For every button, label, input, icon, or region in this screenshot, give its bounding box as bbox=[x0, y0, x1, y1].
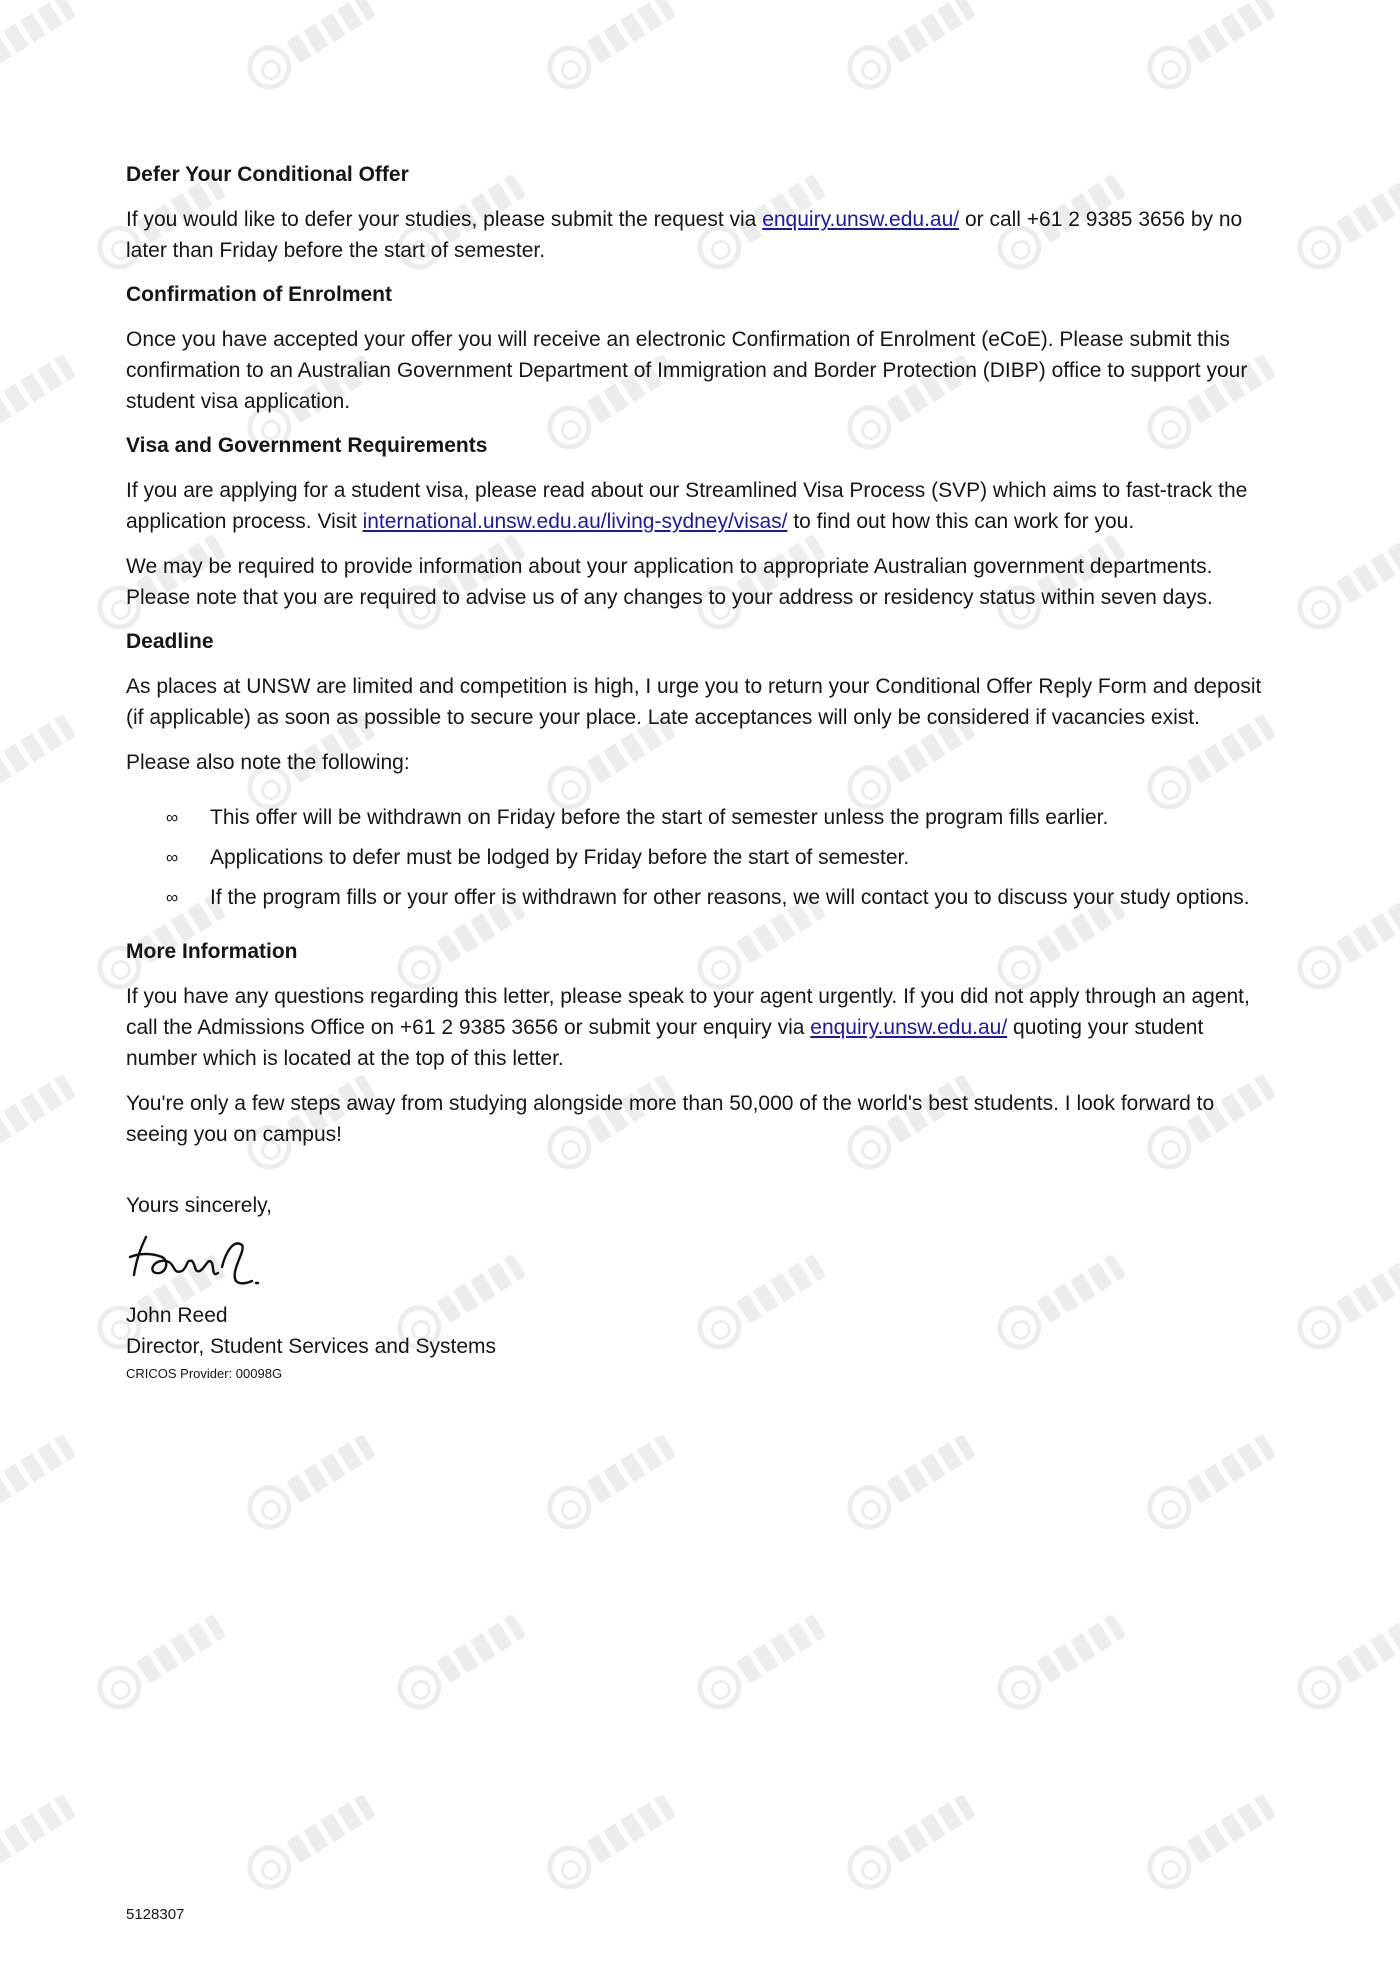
watermark-seal-icon bbox=[1289, 526, 1400, 638]
enquiry-link-defer[interactable]: enquiry.unsw.edu.au/ bbox=[762, 208, 960, 231]
salutation: Yours sincerely, bbox=[126, 1194, 272, 1217]
bullet-icon: ∞ bbox=[166, 888, 179, 907]
watermark-seal-icon bbox=[0, 1066, 81, 1178]
section-heading-defer: Defer Your Conditional Offer bbox=[126, 163, 409, 186]
enrolment-paragraph: Once you have accepted your offer you will receive an electronic Confirmation of Enrolment (eCoE). Please submit this confirmation to an Australian Government Department of Immigration and Border Protection (DIBP) office to support your student visa application. bbox=[126, 328, 1248, 413]
watermark-seal-icon bbox=[989, 1606, 1131, 1718]
watermark-seal-icon bbox=[539, 1786, 681, 1898]
watermark-seal-icon bbox=[839, 1786, 981, 1898]
visa-paragraph: If you are applying for a student visa, please read about our Streamlined Visa Process (SVP) which aims to fast-track the application process. Visit international.unsw.edu.au/living-sydney/visas/ to find out how this can work for you. bbox=[126, 479, 1248, 533]
watermark-seal-icon bbox=[0, 1426, 81, 1538]
watermark-seal-icon bbox=[0, 706, 81, 818]
visa-paragraph-2: We may be required to provide information about your application to appropriate Australian government departments. Please note that you are required to advise us of any changes to your address or residency status within seven days. bbox=[126, 555, 1213, 609]
section-heading-more-info: More Information bbox=[126, 940, 298, 963]
signatory-name: John Reed bbox=[126, 1304, 228, 1327]
watermark-seal-icon bbox=[0, 0, 81, 98]
watermark-seal-icon bbox=[0, 1786, 81, 1898]
document-number: 5128307 bbox=[126, 1906, 185, 1923]
watermark-seal-icon bbox=[539, 1426, 681, 1538]
letter-body bbox=[126, 160, 1276, 1381]
note-intro: Please also note the following: bbox=[126, 751, 410, 774]
section-heading-visa: Visa and Government Requirements bbox=[126, 434, 488, 457]
section-heading-enrolment: Confirmation of Enrolment bbox=[126, 283, 392, 306]
watermark-seal-icon bbox=[239, 1786, 381, 1898]
watermark-seal-icon bbox=[239, 1426, 381, 1538]
watermark-seal-icon bbox=[689, 1606, 831, 1718]
watermark-seal-icon bbox=[239, 0, 381, 98]
defer-paragraph: If you would like to defer your studies, please submit the request via enquiry.unsw.edu.au/ or call +61 2 9385 3656 by no later than Friday before the start of semester. bbox=[126, 208, 1243, 262]
section-heading-deadline: Deadline bbox=[126, 630, 214, 653]
bullet-icon: ∞ bbox=[166, 808, 179, 827]
visa-link[interactable]: international.unsw.edu.au/living-sydney/visas/ bbox=[362, 510, 788, 533]
watermark-seal-icon bbox=[1289, 166, 1400, 278]
list-item: ∞ Applications to defer must be lodged by Friday before the start of semester. bbox=[166, 842, 1276, 873]
watermark-seal-icon bbox=[539, 0, 681, 98]
closing-paragraph: You're only a few steps away from studying alongside more than 50,000 of the world's best students. I look forward to seeing you on campus! bbox=[126, 1092, 1215, 1146]
watermark-seal-icon bbox=[1139, 0, 1281, 98]
watermark-seal-icon bbox=[839, 0, 981, 98]
deadline-paragraph: As places at UNSW are limited and competition is high, I urge you to return your Conditional Offer Reply Form and deposit (if applicable) as soon as possible to secure your place. Late acceptances will only be considered if vacancies exist. bbox=[126, 675, 1262, 729]
watermark-seal-icon bbox=[1289, 886, 1400, 998]
watermark-seal-icon bbox=[0, 346, 81, 458]
cricos-provider: CRICOS Provider: 00098G bbox=[126, 1366, 283, 1381]
watermark-seal-icon bbox=[89, 1606, 231, 1718]
list-item: ∞ This offer will be withdrawn on Friday before the start of semester unless the program fills earlier. bbox=[166, 802, 1276, 833]
signature-icon bbox=[126, 1227, 276, 1291]
notes-list bbox=[166, 802, 1276, 913]
enquiry-link-more-info[interactable]: enquiry.unsw.edu.au/ bbox=[810, 1016, 1008, 1039]
bullet-icon: ∞ bbox=[166, 848, 179, 867]
sign-off bbox=[126, 1190, 1276, 1381]
watermark-seal-icon bbox=[389, 1606, 531, 1718]
more-info-paragraph: If you have any questions regarding this letter, please speak to your agent urgently. If you did not apply through an agent, call the Admissions Office on +61 2 9385 3656 or submit your enquiry via enquiry.unsw.edu.au/ quoting your student number which is located at the top of this letter. bbox=[126, 985, 1250, 1070]
watermark-seal-icon bbox=[1289, 1606, 1400, 1718]
watermark-seal-icon bbox=[1139, 1426, 1281, 1538]
watermark-seal-icon bbox=[1139, 1786, 1281, 1898]
watermark-seal-icon bbox=[1289, 1246, 1400, 1358]
watermark-seal-icon bbox=[839, 1426, 981, 1538]
list-item: ∞ If the program fills or your offer is withdrawn for other reasons, we will contact you to discuss your study options. bbox=[166, 882, 1276, 913]
signatory-title: Director, Student Services and Systems bbox=[126, 1335, 496, 1358]
